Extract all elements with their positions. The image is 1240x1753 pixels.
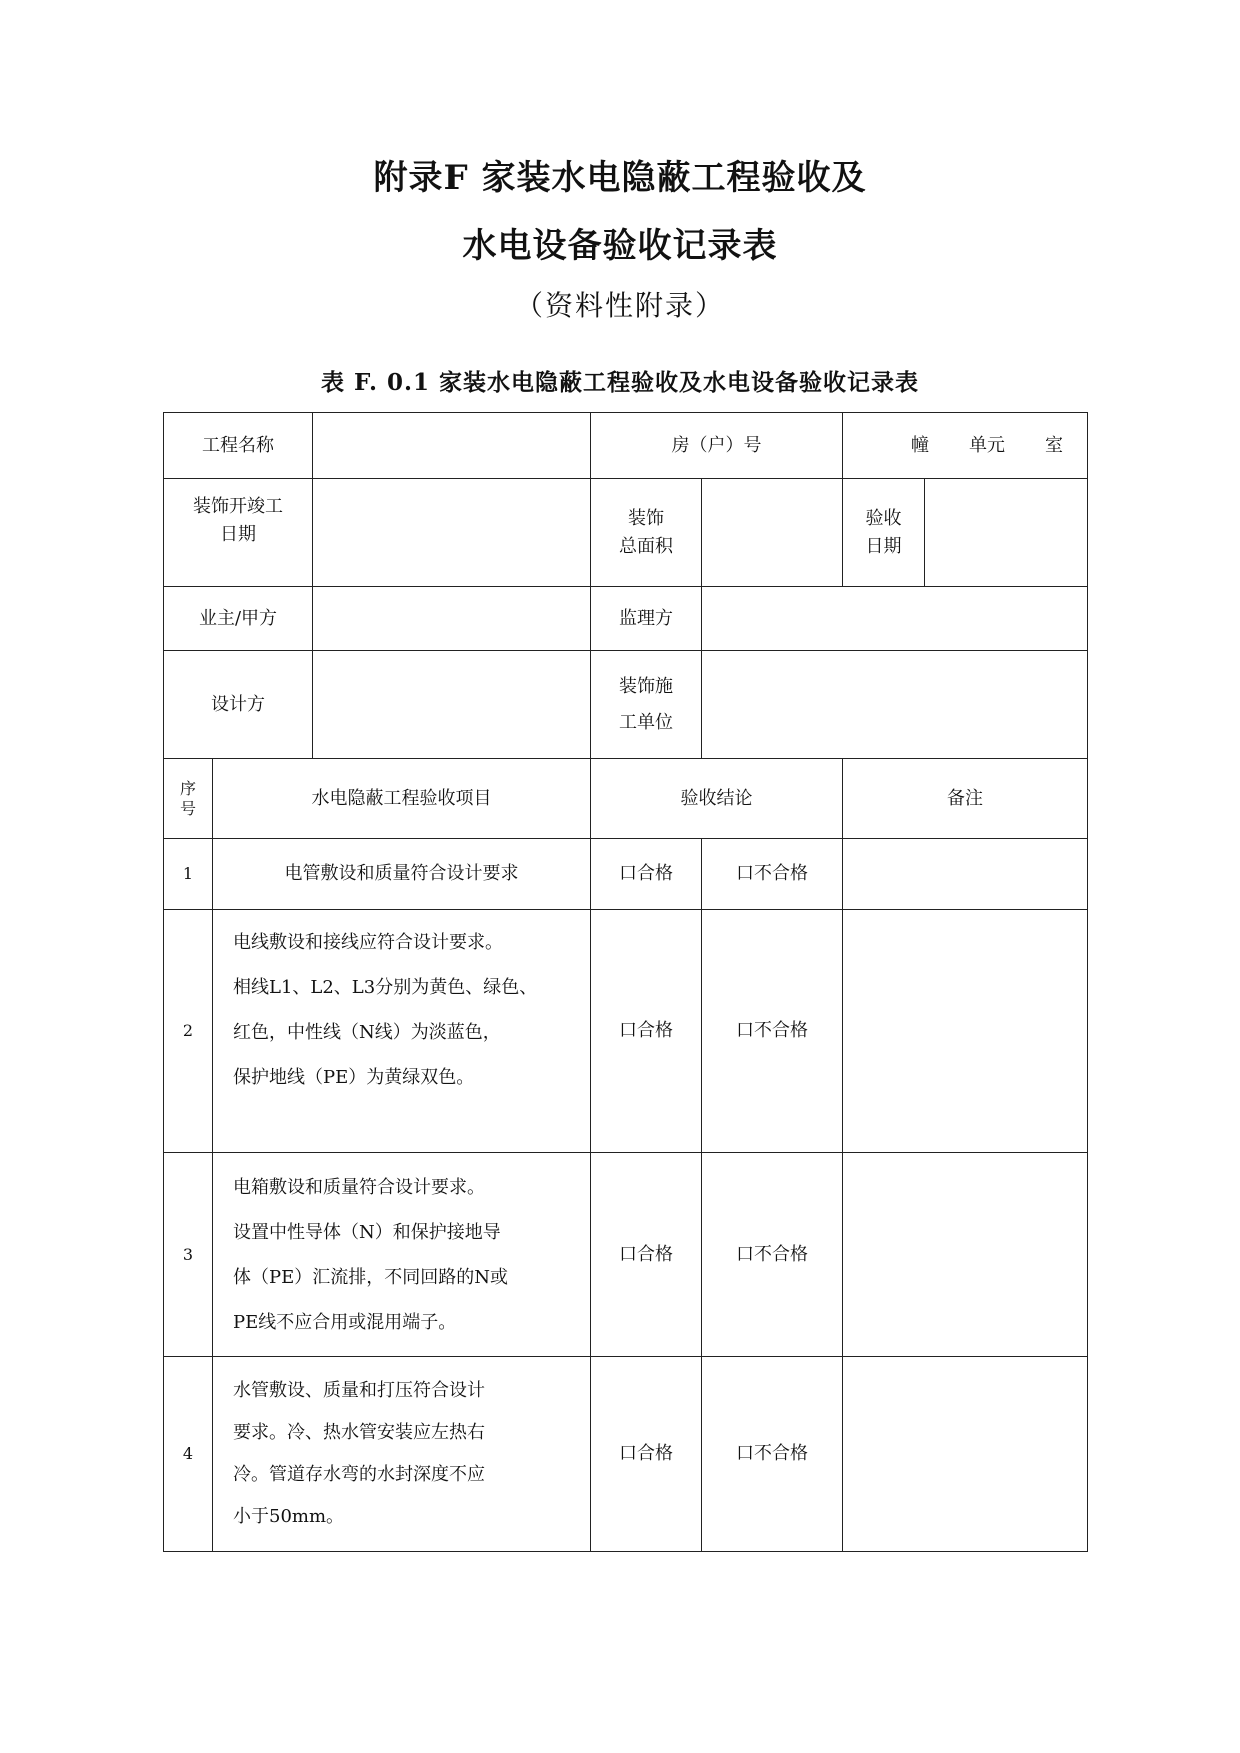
fail-checkbox[interactable]: 口不合格: [702, 910, 843, 1153]
row-seq: 4: [164, 1357, 213, 1552]
room-unit-label: 单元: [969, 434, 1005, 456]
contractor-field[interactable]: [702, 651, 1088, 759]
decoration-area-field[interactable]: [702, 479, 843, 587]
pass-checkbox[interactable]: 口合格: [591, 1153, 702, 1357]
supervisor-field[interactable]: [702, 587, 1088, 651]
table-row: [164, 839, 1088, 910]
pass-checkbox[interactable]: 口合格: [591, 910, 702, 1153]
remark-column-header: 备注: [843, 759, 1088, 839]
seq-column-header: 序 号: [164, 759, 213, 839]
acceptance-date-label: 验收 日期: [843, 479, 925, 587]
appendix-title-line2: 水电设备验收记录表: [462, 226, 778, 266]
row-seq: 3: [164, 1153, 213, 1357]
fail-checkbox[interactable]: 口不合格: [702, 1357, 843, 1552]
room-room-label: 室: [1045, 434, 1063, 456]
project-name-label: 工程名称: [164, 413, 313, 479]
row-remark[interactable]: [843, 910, 1088, 1153]
acceptance-date-field[interactable]: [925, 479, 1088, 587]
conclusion-column-header: 验收结论: [591, 759, 843, 839]
pass-checkbox[interactable]: 口合格: [591, 839, 702, 910]
decoration-area-label: 装饰 总面积: [591, 479, 702, 587]
designer-field[interactable]: [313, 651, 591, 759]
table-row: [164, 910, 1088, 1153]
room-building-label: 幢: [911, 434, 929, 456]
row-seq: 1: [164, 839, 213, 910]
fail-checkbox[interactable]: 口不合格: [702, 1153, 843, 1357]
table-row: [164, 1357, 1088, 1552]
supervisor-label: 监理方: [591, 587, 702, 651]
contractor-label: 装饰施 工单位: [591, 651, 702, 759]
appendix-subtitle: （资料性附录）: [514, 289, 725, 322]
dates-field[interactable]: [313, 479, 591, 587]
room-number-field[interactable]: [843, 413, 1088, 479]
appendix-title-line1: 附录F 家装水电隐蔽工程验收及: [373, 158, 867, 198]
row-item: 电箱敷设和质量符合设计要求。 设置中性导体（N）和保护接地导 体（PE）汇流排，不同回路的N或 PE线不应合用或混用端子。: [213, 1153, 591, 1357]
row-item: 水管敷设、质量和打压符合设计 要求。冷、热水管安装应左热右 冷。管道存水弯的水封深度不应 小于50mm。: [213, 1357, 591, 1552]
dates-label: 装饰开竣工 日期: [164, 479, 313, 587]
owner-label: 业主/甲方: [164, 587, 313, 651]
row-item: 电线敷设和接线应符合设计要求。 相线L1、L2、L3分别为黄色、绿色、 红色，中性线（N线）为淡蓝色， 保护地线（PE）为黄绿双色。: [213, 910, 591, 1153]
acceptance-record-table: [163, 412, 1088, 1552]
project-name-field[interactable]: [313, 413, 591, 479]
row-remark[interactable]: [843, 1357, 1088, 1552]
row-remark[interactable]: [843, 839, 1088, 910]
owner-field[interactable]: [313, 587, 591, 651]
table-row: [164, 1153, 1088, 1357]
designer-label: 设计方: [164, 651, 313, 759]
row-seq: 2: [164, 910, 213, 1153]
pass-checkbox[interactable]: 口合格: [591, 1357, 702, 1552]
fail-checkbox[interactable]: 口不合格: [702, 839, 843, 910]
row-item: 电管敷设和质量符合设计要求: [213, 839, 591, 910]
row-remark[interactable]: [843, 1153, 1088, 1357]
table-caption: 表 F. 0.1 家装水电隐蔽工程验收及水电设备验收记录表: [320, 369, 920, 396]
room-number-label: 房（户）号: [591, 413, 843, 479]
item-column-header: 水电隐蔽工程验收项目: [213, 759, 591, 839]
